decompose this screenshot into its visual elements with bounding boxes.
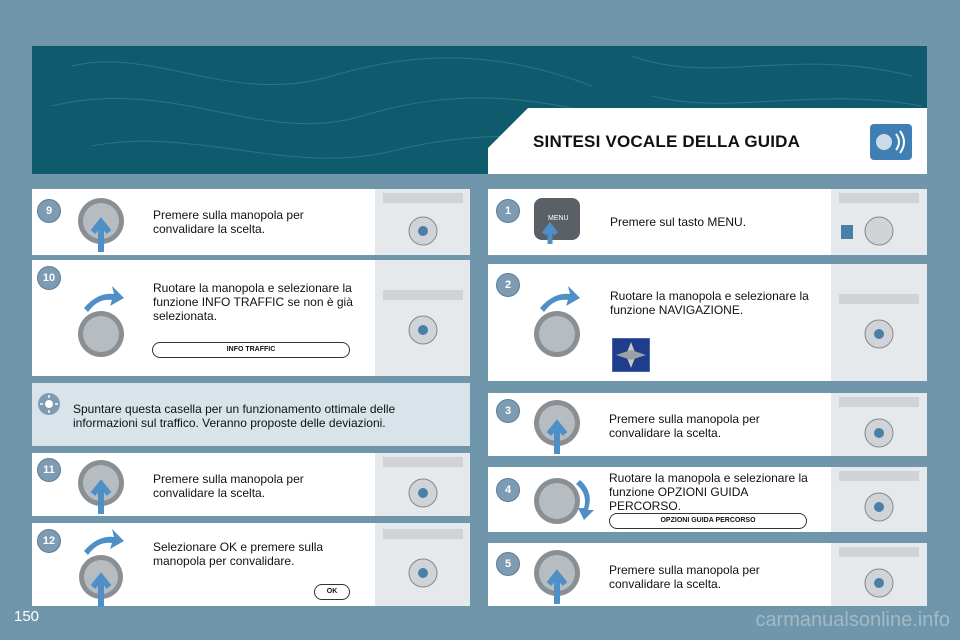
menu-item-opzioni-guida-percorso[interactable]: OPZIONI GUIDA PERCORSO <box>609 513 807 529</box>
ok-button[interactable]: OK <box>314 584 350 600</box>
step-badge-10: 10 <box>37 266 61 290</box>
control-panel-image <box>375 523 470 606</box>
voice-speaker-icon <box>870 124 912 160</box>
page-title: SINTESI VOCALE DELLA GUIDA <box>533 132 801 151</box>
step-badge-9: 9 <box>37 199 61 223</box>
control-panel-image <box>831 189 927 255</box>
control-panel-image <box>831 393 927 456</box>
step-badge-1: 1 <box>496 199 520 223</box>
knob-press-icon <box>532 398 582 458</box>
step-text-9: Premere sulla manopola per convalidare la scelta. <box>153 208 304 236</box>
menu-button-label: MENU <box>548 215 569 222</box>
step-badge-2: 2 <box>496 273 520 297</box>
step-badge-11: 11 <box>37 458 61 482</box>
control-panel-image <box>375 189 470 255</box>
knob-press-icon <box>76 458 126 518</box>
step-text-4: Ruotare la manopola e selezionare la funzione OPZIONI GUIDA PERCORSO. <box>609 471 808 513</box>
step-badge-5: 5 <box>496 552 520 576</box>
step-text-10: Ruotare la manopola e selezionare la funzione INFO TRAFFIC se non è già selezionata. <box>153 281 353 323</box>
knob-press-icon <box>532 548 582 608</box>
step-text-3: Premere sulla manopola per convalidare la scelta. <box>609 412 760 440</box>
control-panel-image <box>831 467 927 532</box>
navigation-icon <box>612 338 650 372</box>
step-badge-4: 4 <box>496 478 520 502</box>
knob-press-icon <box>76 196 126 256</box>
tip-text: Spuntare questa casella per un funzionamento ottimale delle informazioni sul traffico. Veranno proposte delle deviazioni. <box>73 402 396 430</box>
knob-rotate-icon <box>532 474 602 530</box>
control-panel-image <box>375 453 470 516</box>
step-text-12: Selezionare OK e premere sulla manopola per convalidare. <box>153 540 324 568</box>
step-badge-3: 3 <box>496 399 520 423</box>
control-panel-image <box>831 264 927 381</box>
watermark: carmanualsonline.info <box>755 609 950 631</box>
step-text-5: Premere sulla manopola per convalidare la scelta. <box>609 563 760 591</box>
step-badge-12: 12 <box>37 529 61 553</box>
control-panel-image <box>375 260 470 376</box>
knob-rotate-icon <box>532 284 582 360</box>
control-panel-image <box>831 543 927 606</box>
sun-tip-icon <box>37 392 61 416</box>
knob-rotate-icon <box>76 284 126 360</box>
menu-button-icon <box>532 196 582 246</box>
step-text-2: Ruotare la manopola e selezionare la funzione NAVIGAZIONE. <box>610 289 809 317</box>
page-number: 150 <box>14 608 40 625</box>
menu-item-info-traffic[interactable]: INFO TRAFFIC <box>152 342 350 358</box>
knob-rotate-press-icon <box>76 527 126 607</box>
step-text-1: Premere sul tasto MENU. <box>610 215 747 229</box>
step-text-11: Premere sulla manopola per convalidare la scelta. <box>153 472 304 500</box>
